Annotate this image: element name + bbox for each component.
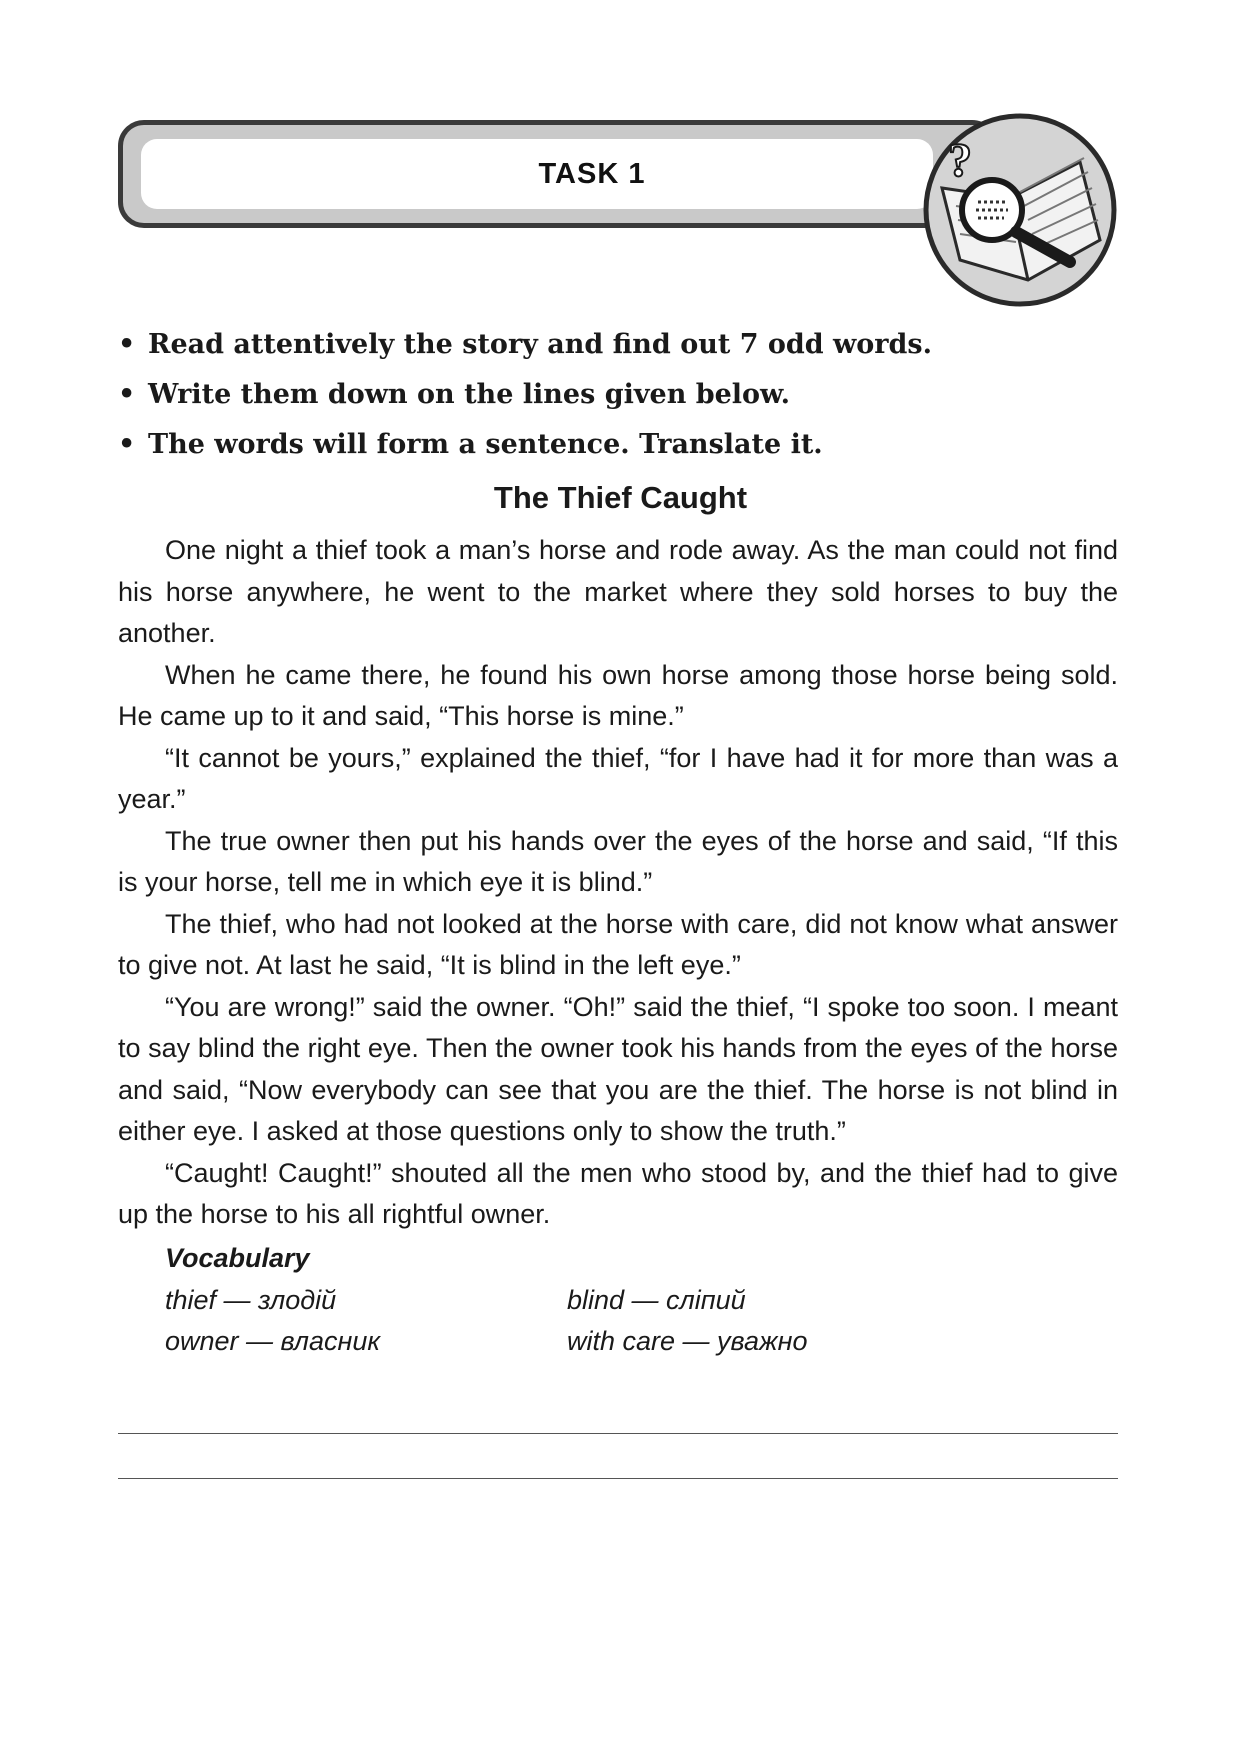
story-text — [118, 530, 1118, 1236]
story-paragraph: One night a thief took a man’s horse and rode away. As the man could not find his horse anywhere, he went to the market where they sold horses to buy the another. — [118, 535, 1118, 648]
vocabulary-section — [165, 1238, 1065, 1363]
bullet: • — [118, 379, 136, 410]
instruction-item — [118, 370, 1118, 420]
vocabulary-item: owner — власник — [165, 1326, 381, 1356]
instruction-text: The words will form a sentence. Translate it. — [148, 429, 823, 460]
story-paragraph: The thief, who had not looked at the horse with care, did not know what answer to give not. At last he said, “It is blind in the left eye.” — [118, 908, 1118, 980]
vocabulary-item: with care — уважно — [567, 1326, 808, 1356]
story-title: The Thief Caught — [493, 480, 748, 515]
instruction-item — [118, 320, 1118, 370]
instructions-list — [118, 320, 1118, 470]
story-paragraph: The true owner then put his hands over the eyes of the horse and said, “If this is your horse, tell me in which eye it is blind.” — [118, 825, 1118, 897]
svg-text:?: ? — [948, 134, 972, 187]
instruction-text: Read attentively the story and find out 7 odd words. — [148, 329, 933, 360]
bullet: • — [118, 429, 136, 460]
instruction-text: Write them down on the lines given below. — [148, 379, 790, 410]
task-banner-inner — [141, 139, 933, 209]
vocabulary-item: thief — злодій — [165, 1284, 337, 1315]
story-paragraph: “It cannot be yours,” explained the thief, “for I have had it for more than was a year.” — [118, 742, 1118, 814]
vocabulary-grid — [165, 1280, 1065, 1363]
bullet: • — [118, 329, 136, 360]
story-paragraph: “You are wrong!” said the owner. “Oh!” said the thief, “I spoke too soon. I meant to say blind the right eye. Then the owner took his hands from the eyes of the horse and said, “Now everybody can see that you are the thief. The horse is not blind in either eye. I asked at those questions only to show the truth.” — [118, 991, 1118, 1146]
story-paragraph: When he came there, he found his own horse among those horse being sold. He came up to it and said, “This horse is mine.” — [118, 659, 1118, 731]
answer-line[interactable] — [118, 1433, 1118, 1434]
vocabulary-heading: Vocabulary — [165, 1243, 310, 1273]
instruction-item — [118, 420, 1118, 470]
answer-line[interactable] — [118, 1478, 1118, 1479]
vocabulary-item: blind — сліпий — [567, 1284, 746, 1315]
story-paragraph: “Caught! Caught!” shouted all the men who stood by, and the thief had to give up the horse to his all rightful owner. — [118, 1157, 1118, 1229]
task-title: TASK 1 — [538, 157, 646, 190]
task-banner — [118, 120, 998, 228]
book-magnifier-question-icon — [920, 110, 1120, 310]
